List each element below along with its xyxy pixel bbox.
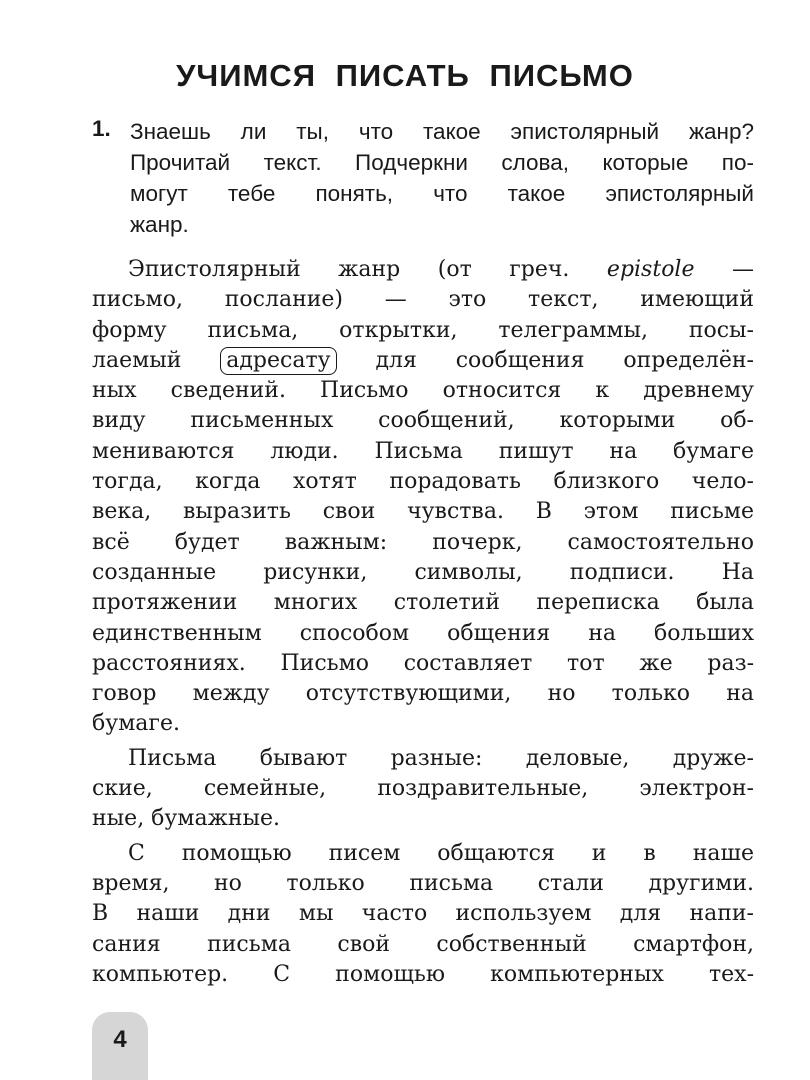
text-line: бумаге. xyxy=(92,711,180,737)
boxed-word-adresatu: адресату xyxy=(220,347,336,375)
text-line: сания письма свой собственный смартфон, xyxy=(92,931,754,957)
text-line: всё будет важным: почерк, самостоятельно xyxy=(92,529,754,555)
text-line: протяжении многих столетий переписка была xyxy=(92,590,754,616)
text-line: мениваются люди. Письма пишут на бумаге xyxy=(92,438,754,464)
task-1 xyxy=(92,116,754,240)
text-line: единственным способом общения на больших xyxy=(92,620,754,646)
page-number: 4 xyxy=(113,1026,127,1053)
text-line: ных сведений. Письмо относится к древнему xyxy=(92,378,754,404)
text-line xyxy=(92,346,754,376)
text-line: созданные рисунки, символы, подписи. На xyxy=(92,559,754,585)
text-line: форму письма, открытки, телеграммы, посы- xyxy=(92,317,754,343)
page-number-tab xyxy=(92,1012,148,1080)
text-fragment: лаемый xyxy=(92,347,221,373)
text-line: ные, бумажные. xyxy=(92,806,281,832)
text-fragment: для сообщения определён- xyxy=(336,347,754,373)
text-line: ские, семейные, поздравительные, электрон- xyxy=(92,776,754,802)
task-line: Знаешь ли ты, что такое эпистолярный жанр? xyxy=(130,119,754,144)
term-epistole: epistole xyxy=(606,257,695,282)
task-line: жанр. xyxy=(130,212,189,237)
text-line: говор между отсутствующими, но только на xyxy=(92,681,754,707)
text-line: В наши дни мы часто используем для напи- xyxy=(92,901,754,927)
task-line: Прочитай текст. Подчеркни слова, которые по- xyxy=(130,150,754,175)
text-line: письмо, послание) — это текст, имеющий xyxy=(92,287,754,313)
text-line: С помощью писем общаются и в наше xyxy=(128,840,754,866)
text-line: века, выразить свои чувства. В этом письме xyxy=(92,499,754,525)
text-line xyxy=(92,255,754,285)
text-line: виду письменных сообщений, которыми об- xyxy=(92,408,754,434)
task-line: могут тебе понять, что такое эпистолярный xyxy=(130,181,754,206)
text-fragment: — xyxy=(694,257,754,282)
task-number: 1. xyxy=(92,116,111,141)
page-title: УЧИМСЯ ПИСАТЬ ПИСЬМО xyxy=(176,58,634,93)
text-line: Письма бывают разные: деловые, друже- xyxy=(128,745,754,771)
text-line: тогда, когда хотят порадовать близкого чело- xyxy=(92,469,754,495)
text-line: компьютер. С помощью компьютерных тех- xyxy=(92,961,754,987)
text-line: время, но только письма стали другими. xyxy=(92,870,754,896)
text-line: расстояниях. Письмо составляет тот же раз- xyxy=(92,650,754,676)
text-fragment: Эпистолярный жанр (от греч. xyxy=(128,257,607,282)
reading-text xyxy=(92,255,754,990)
